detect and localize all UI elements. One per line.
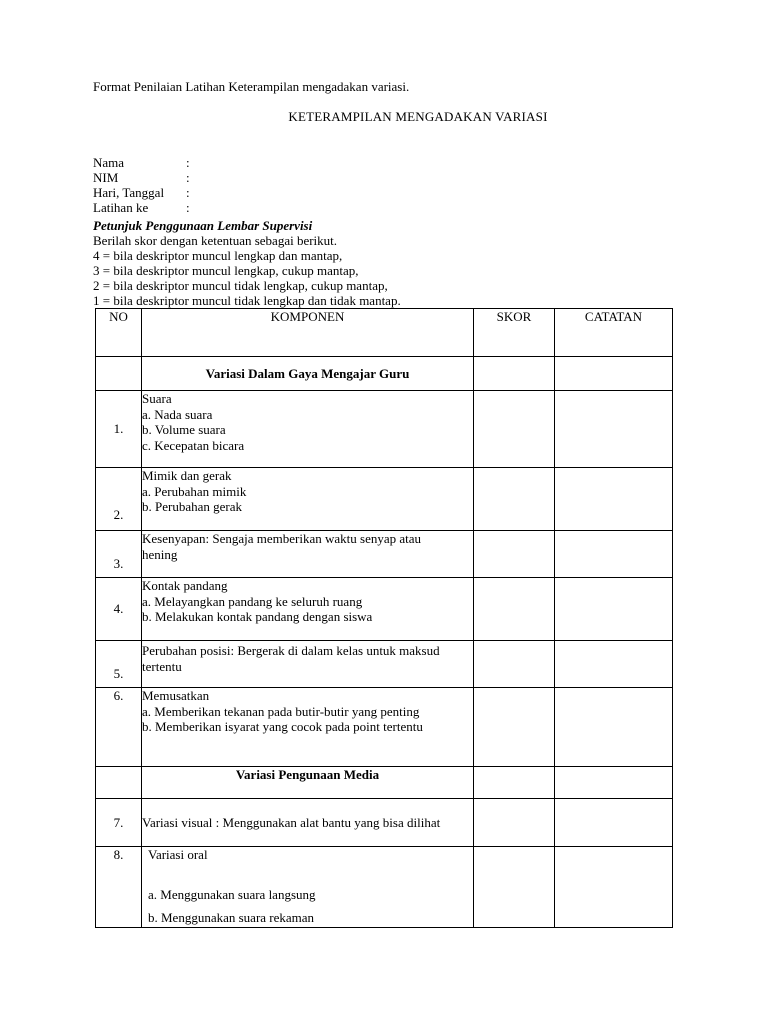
catatan-cell[interactable]	[555, 688, 673, 767]
component-cell	[142, 847, 474, 928]
skor-cell[interactable]	[474, 468, 555, 531]
skor-cell[interactable]	[474, 357, 555, 391]
table-row	[96, 799, 673, 847]
field-label: Hari, Tanggal	[93, 185, 165, 200]
document-title: KETERAMPILAN MENGADAKAN VARIASI	[288, 109, 548, 124]
skor-cell[interactable]	[474, 578, 555, 641]
component-cell	[142, 531, 474, 578]
component-line: a. Perubahan mimik	[142, 483, 247, 499]
field-label: NIM	[93, 170, 119, 185]
field-colon: :	[186, 170, 190, 185]
component-line: b. Melakukan kontak pandang dengan siswa	[142, 609, 373, 624]
catatan-cell[interactable]	[555, 641, 673, 688]
component-cell	[142, 688, 474, 767]
table-row	[96, 641, 673, 688]
assessment-table	[95, 308, 673, 928]
row-number: 7.	[96, 799, 142, 847]
component-line: a. Memberikan tekanan pada butir-butir yang penting	[142, 703, 420, 719]
section-row	[96, 767, 673, 799]
component-line: hening	[142, 546, 178, 562]
row-number: 6.	[96, 688, 142, 767]
component-line: b. Perubahan gerak	[142, 499, 242, 514]
skor-cell[interactable]	[474, 767, 555, 799]
table-row	[96, 847, 673, 928]
component-cell	[142, 799, 474, 847]
field-colon: :	[186, 185, 190, 200]
skor-cell[interactable]	[474, 531, 555, 578]
catatan-cell[interactable]	[555, 578, 673, 641]
skor-cell[interactable]	[474, 391, 555, 468]
catatan-cell[interactable]	[555, 799, 673, 847]
row-number: 1.	[96, 391, 142, 468]
component-line: Memusatkan	[142, 688, 210, 703]
catatan-cell[interactable]	[555, 531, 673, 578]
catatan-cell[interactable]	[555, 767, 673, 799]
component-line: b. Memberikan isyarat yang cocok pada point tertentu	[142, 719, 423, 734]
instruction-line: 4 = bila deskriptor muncul lengkap dan mantap,	[93, 248, 343, 263]
row-number: 8.	[96, 847, 142, 928]
skor-cell[interactable]	[474, 847, 555, 928]
row-number: 5.	[96, 641, 142, 688]
component-line: c. Kecepatan bicara	[142, 437, 245, 453]
skor-cell[interactable]	[474, 799, 555, 847]
row-number: 4.	[96, 578, 142, 641]
component-line: Variasi oral	[148, 847, 208, 862]
component-line: Kontak pandang	[142, 578, 228, 593]
table-header-row	[96, 309, 673, 357]
component-cell	[142, 578, 474, 641]
field-label: Nama	[93, 155, 125, 170]
row-number: 2.	[96, 468, 142, 531]
field-label: Latihan ke	[93, 200, 149, 215]
skor-cell[interactable]	[474, 641, 555, 688]
section-title: Variasi Dalam Gaya Mengajar Guru	[142, 357, 474, 391]
component-line: Perubahan posisi: Bergerak di dalam kelas untuk maksud	[142, 643, 440, 658]
component-line: Suara	[142, 391, 172, 406]
table-row	[96, 578, 673, 641]
component-line: Kesenyapan: Sengaja memberikan waktu senyap atau	[142, 531, 422, 546]
instruction-line: Berilah skor dengan ketentuan sebagai berikut.	[93, 233, 338, 248]
section-title: Variasi Pengunaan Media	[142, 767, 474, 799]
component-line: Variasi visual : Menggunakan alat bantu yang bisa dilihat	[142, 814, 441, 830]
component-line: a. Melayangkan pandang ke seluruh ruang	[142, 593, 363, 609]
component-line: tertentu	[142, 658, 182, 674]
catatan-cell[interactable]	[555, 468, 673, 531]
component-line: Mimik dan gerak	[142, 468, 232, 483]
component-line: b. Volume suara	[142, 422, 226, 437]
instruction-line: 1 = bila deskriptor muncul tidak lengkap dan tidak mantap.	[93, 293, 401, 308]
component-cell	[142, 641, 474, 688]
component-cell	[142, 468, 474, 531]
section-row	[96, 357, 673, 391]
component-line: a. Menggunakan suara langsung	[148, 886, 316, 902]
instruction-line: 2 = bila deskriptor muncul tidak lengkap, cukup mantap,	[93, 278, 388, 293]
header-catatan: CATATAN	[555, 309, 673, 357]
header-komponen: KOMPONEN	[142, 309, 474, 357]
catatan-cell[interactable]	[555, 847, 673, 928]
table-row	[96, 391, 673, 468]
header-skor: SKOR	[474, 309, 555, 357]
table-row	[96, 468, 673, 531]
field-nim	[93, 170, 393, 185]
instruction-line: 3 = bila deskriptor muncul lengkap, cukup mantap,	[93, 263, 359, 278]
row-number: 3.	[96, 531, 142, 578]
empty-cell	[96, 767, 142, 799]
catatan-cell[interactable]	[555, 357, 673, 391]
skor-cell[interactable]	[474, 688, 555, 767]
field-colon: :	[186, 155, 190, 170]
catatan-cell[interactable]	[555, 391, 673, 468]
empty-cell	[96, 357, 142, 391]
field-colon: :	[186, 200, 190, 215]
component-cell	[142, 391, 474, 468]
header-no: NO	[96, 309, 142, 357]
field-nama	[93, 155, 393, 170]
field-hari-tanggal	[93, 185, 393, 200]
component-line: b. Menggunakan suara rekaman	[148, 910, 315, 925]
component-line: a. Nada suara	[142, 406, 213, 422]
instructions-heading: Petunjuk Penggunaan Lembar Supervisi	[93, 218, 313, 233]
table-row	[96, 688, 673, 767]
table-row	[96, 531, 673, 578]
intro-text: Format Penilaian Latihan Keterampilan mengadakan variasi.	[93, 79, 410, 94]
field-latihan-ke	[93, 200, 393, 215]
